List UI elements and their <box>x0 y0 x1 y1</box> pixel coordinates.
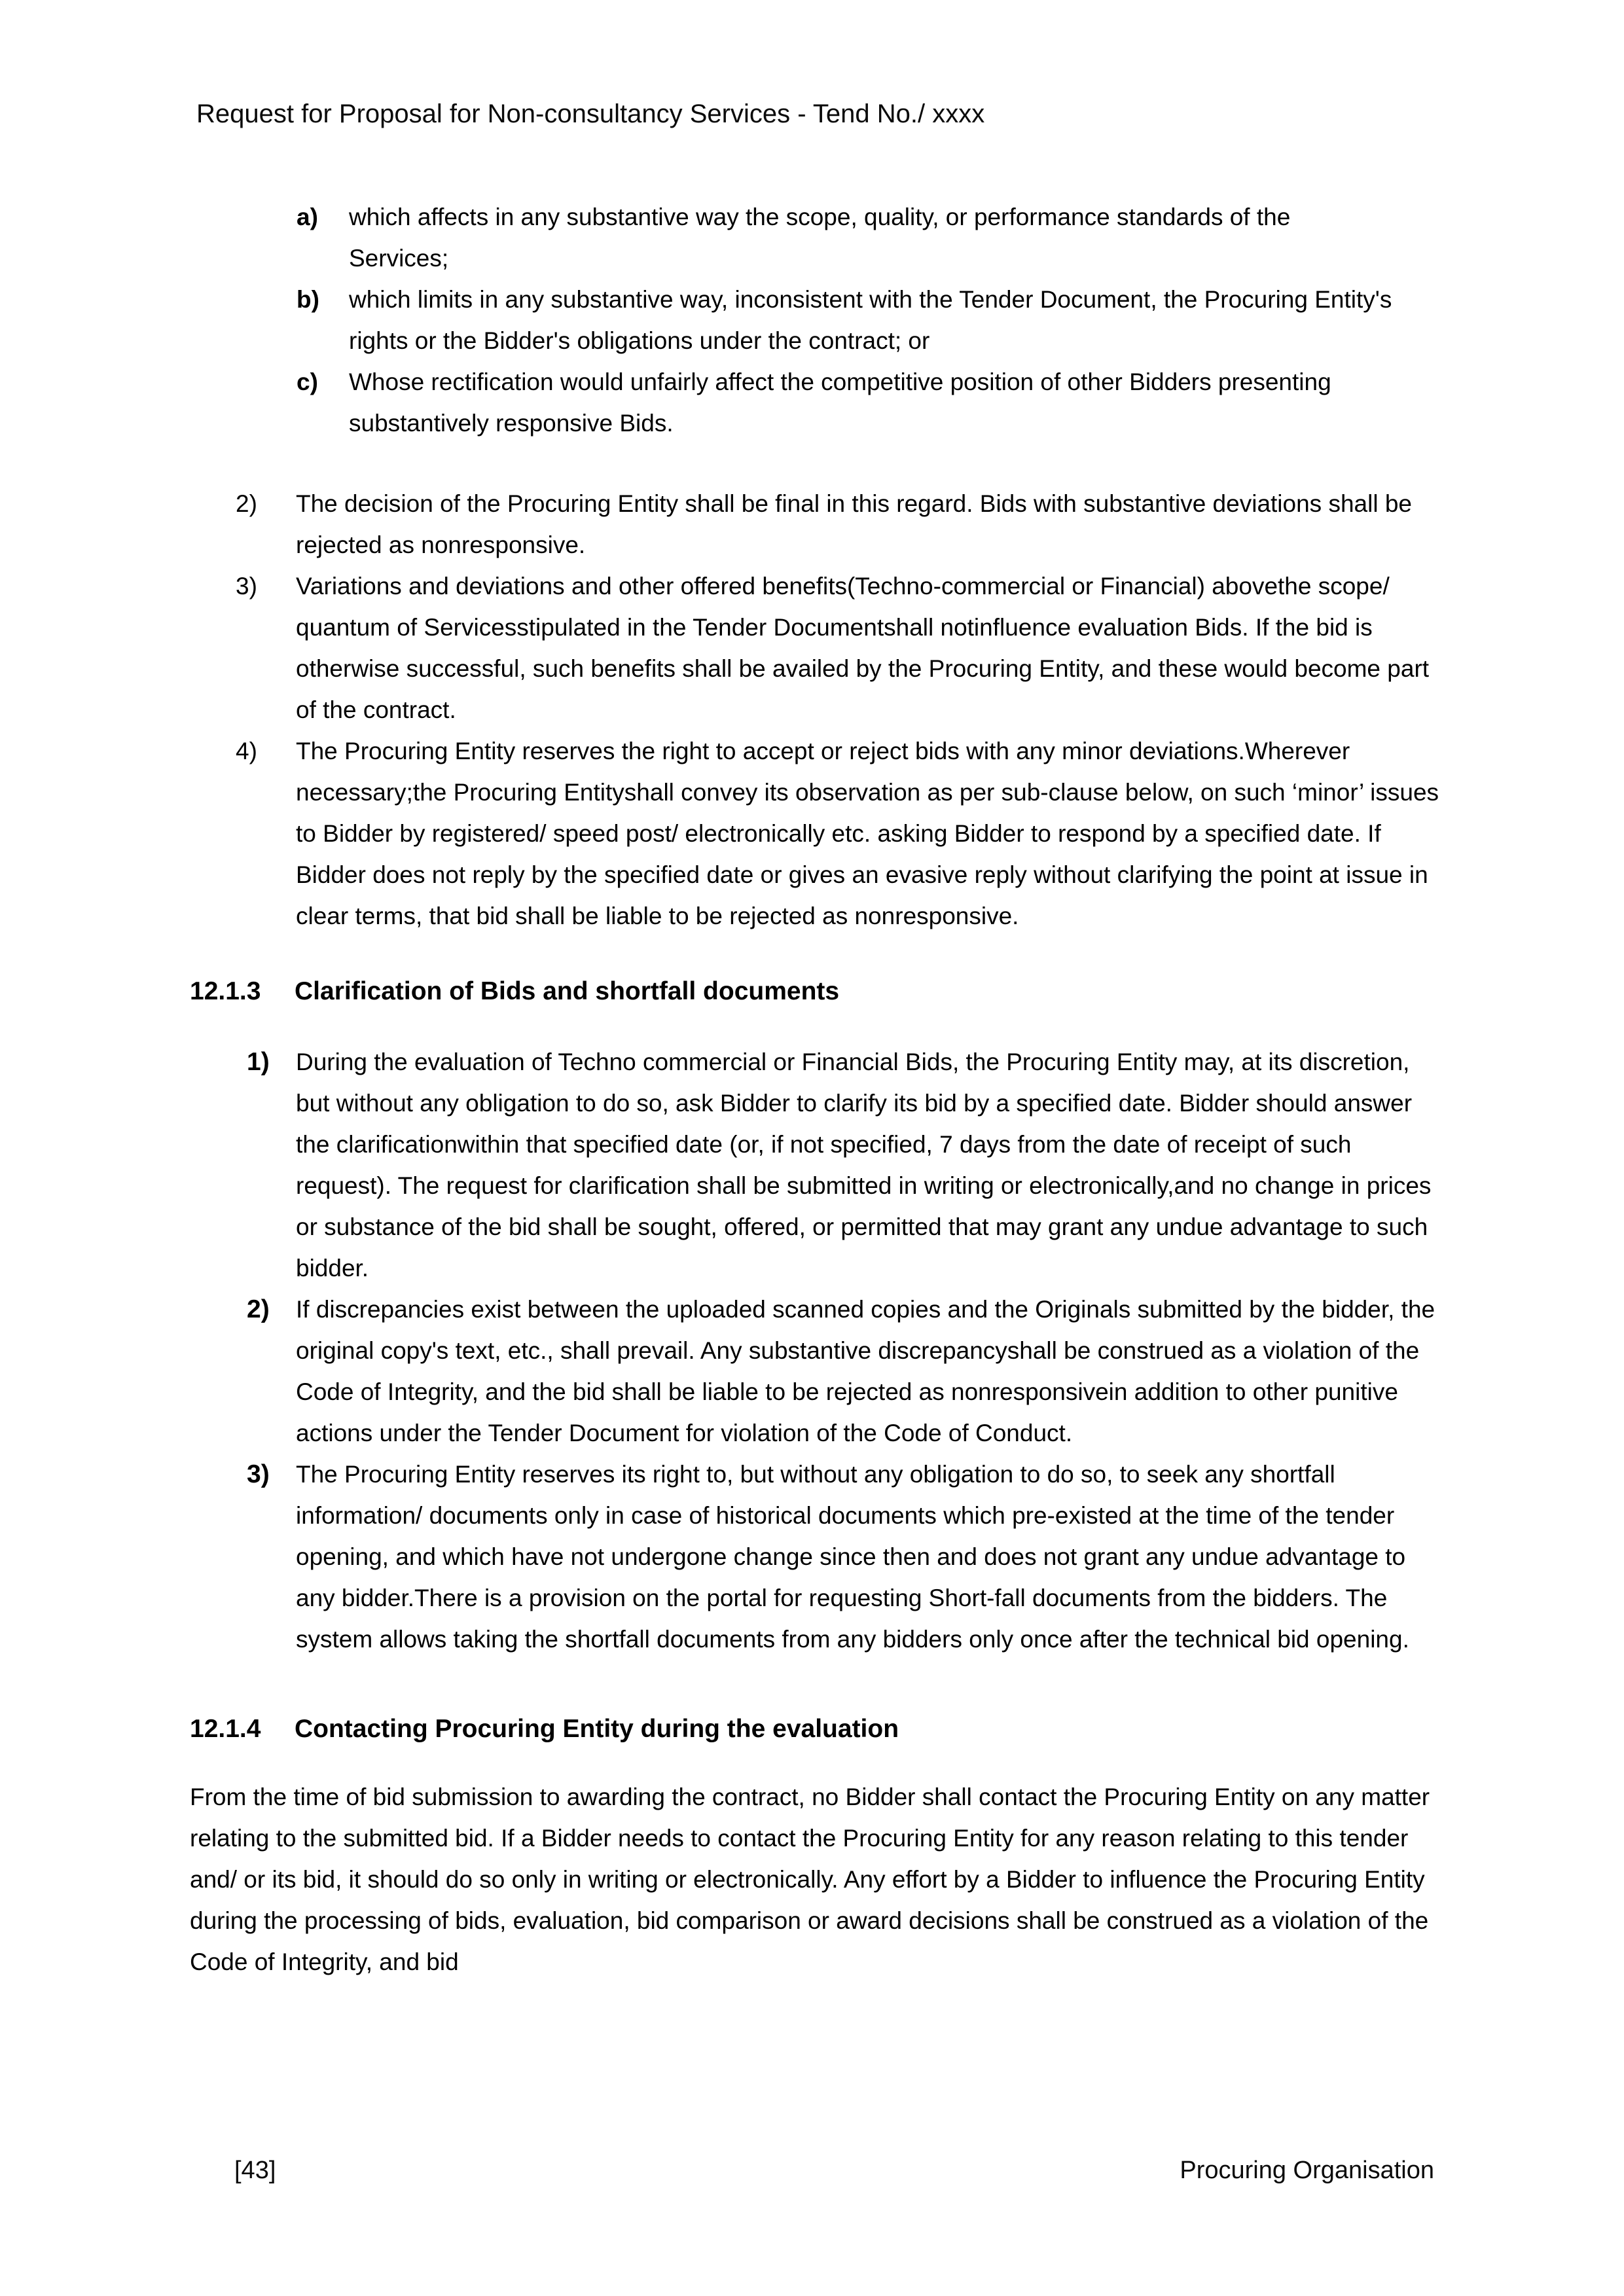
list-item-text: which affects in any substantive way the scope, quality, or performance standards of the Services; <box>349 204 1291 272</box>
section-title: Clarification of Bids and shortfall documents <box>295 977 840 1005</box>
header-title: Request for Proposal for Non-consultancy Services - Tend No./ xxxx <box>196 99 985 128</box>
list-item-text: During the evaluation of Techno commercial or Financial Bids, the Procuring Entity may, at its discretion, but without any obligation to do so, ask Bidder to clarify its bid by a specified date. Bidder should answer the clarificationwithin that specified date (or, if not specified, 7 days from the date of receipt of such request). The request for clarification shall be submitted in writing or electronically,and no change in prices or substance of the bid shall be sought, offered, or permitted that may grant any undue advantage to such bidder. <box>296 1049 1432 1282</box>
list-item <box>247 1454 1450 1660</box>
lettered-list <box>297 196 1450 444</box>
list-item-label: c) <box>297 368 318 395</box>
section-heading-12-1-3 <box>190 971 1450 1012</box>
list-item-text: Whose rectification would unfairly affect the competitive position of other Bidders presenting substantively responsive Bids. <box>349 368 1331 437</box>
section-heading-12-1-4 <box>190 1708 1450 1749</box>
list-item <box>236 730 1450 937</box>
numbered-list-clarification <box>247 1041 1450 1660</box>
list-item <box>236 483 1450 565</box>
list-item-text: The Procuring Entity reserves its right to, but without any obligation to do so, to seek any shortfall information/ documents only in case of historical documents which pre-existed at the time of the tender opening, and which have not undergone change since then and does not grant any undue advantage to any bidder.There is a provision on the portal for requesting Short-fall documents from the bidders. The system allows taking the shortfall documents from any bidders only once after the technical bid opening. <box>296 1461 1409 1653</box>
list-item-label: 4) <box>236 738 257 764</box>
page-footer <box>0 2157 1624 2196</box>
numbered-list-upper <box>236 483 1450 937</box>
list-item-label: 2) <box>247 1295 270 1323</box>
list-item-text: The decision of the Procuring Entity shall be final in this regard. Bids with substantive deviations shall be rejected as nonresponsive. <box>296 490 1412 558</box>
list-item-label: a) <box>297 204 318 230</box>
section-number: 12.1.3 <box>190 977 261 1005</box>
document-content <box>190 196 1450 1982</box>
footer-organisation: Procuring Organisation <box>1180 2157 1434 2184</box>
list-item-text: Variations and deviations and other offered benefits(Techno-commercial or Financial) abovethe scope/ quantum of Servicesstipulated in the Tender Documentshall notinfluence evaluation Bids. If the bid is otherwise successful, such benefits shall be availed by the Procuring Entity, and these would become part of the contract. <box>296 573 1430 723</box>
list-item-label: 2) <box>236 490 257 517</box>
list-item-text: If discrepancies exist between the uploaded scanned copies and the Originals submitted by the bidder, the original copy's text, etc., shall prevail. Any substantive discrepancyshall be construed as a violation of the Code of Integrity, and the bid shall be liable to be rejected as nonresponsivein addition to other punitive actions under the Tender Document for violation of the Code of Conduct. <box>296 1296 1435 1446</box>
list-item-label: 1) <box>247 1048 270 1076</box>
list-item <box>247 1289 1450 1454</box>
list-item-label: 3) <box>247 1460 270 1488</box>
list-item <box>236 565 1450 730</box>
list-item-text: The Procuring Entity reserves the right to accept or reject bids with any minor deviations.Wherever necessary;the Procuring Entityshall convey its observation as per sub-clause below, on such ‘minor’ issues to Bidder by registered/ speed post/ electronically etc. asking Bidder to respond by a specified date. If Bidder does not reply by the specified date or gives an evasive reply without clarifying the point at issue in clear terms, that bid shall be liable to be rejected as nonresponsive. <box>296 738 1439 929</box>
section-number: 12.1.4 <box>190 1715 261 1743</box>
list-item-label: b) <box>297 286 319 313</box>
section-title: Contacting Procuring Entity during the evaluation <box>295 1715 899 1743</box>
page-header <box>196 98 984 130</box>
list-item <box>297 279 1450 361</box>
list-item <box>247 1041 1450 1289</box>
list-item-text: which limits in any substantive way, inconsistent with the Tender Document, the Procuring Entity's rights or the Bidder's obligations under the contract; or <box>349 286 1392 354</box>
page-number: [43] <box>234 2157 276 2184</box>
list-item <box>297 196 1450 279</box>
list-item <box>297 361 1450 444</box>
body-paragraph: From the time of bid submission to awarding the contract, no Bidder shall contact the Procuring Entity on any matter relating to the submitted bid. If a Bidder needs to contact the Procuring Entity for any reason relating to this tender and/ or its bid, it should do so only in writing or electronically. Any effort by a Bidder to influence the Procuring Entity during the processing of bids, evaluation, bid comparison or award decisions shall be construed as a violation of the Code of Integrity, and bid <box>190 1784 1430 1975</box>
list-item-label: 3) <box>236 573 257 600</box>
